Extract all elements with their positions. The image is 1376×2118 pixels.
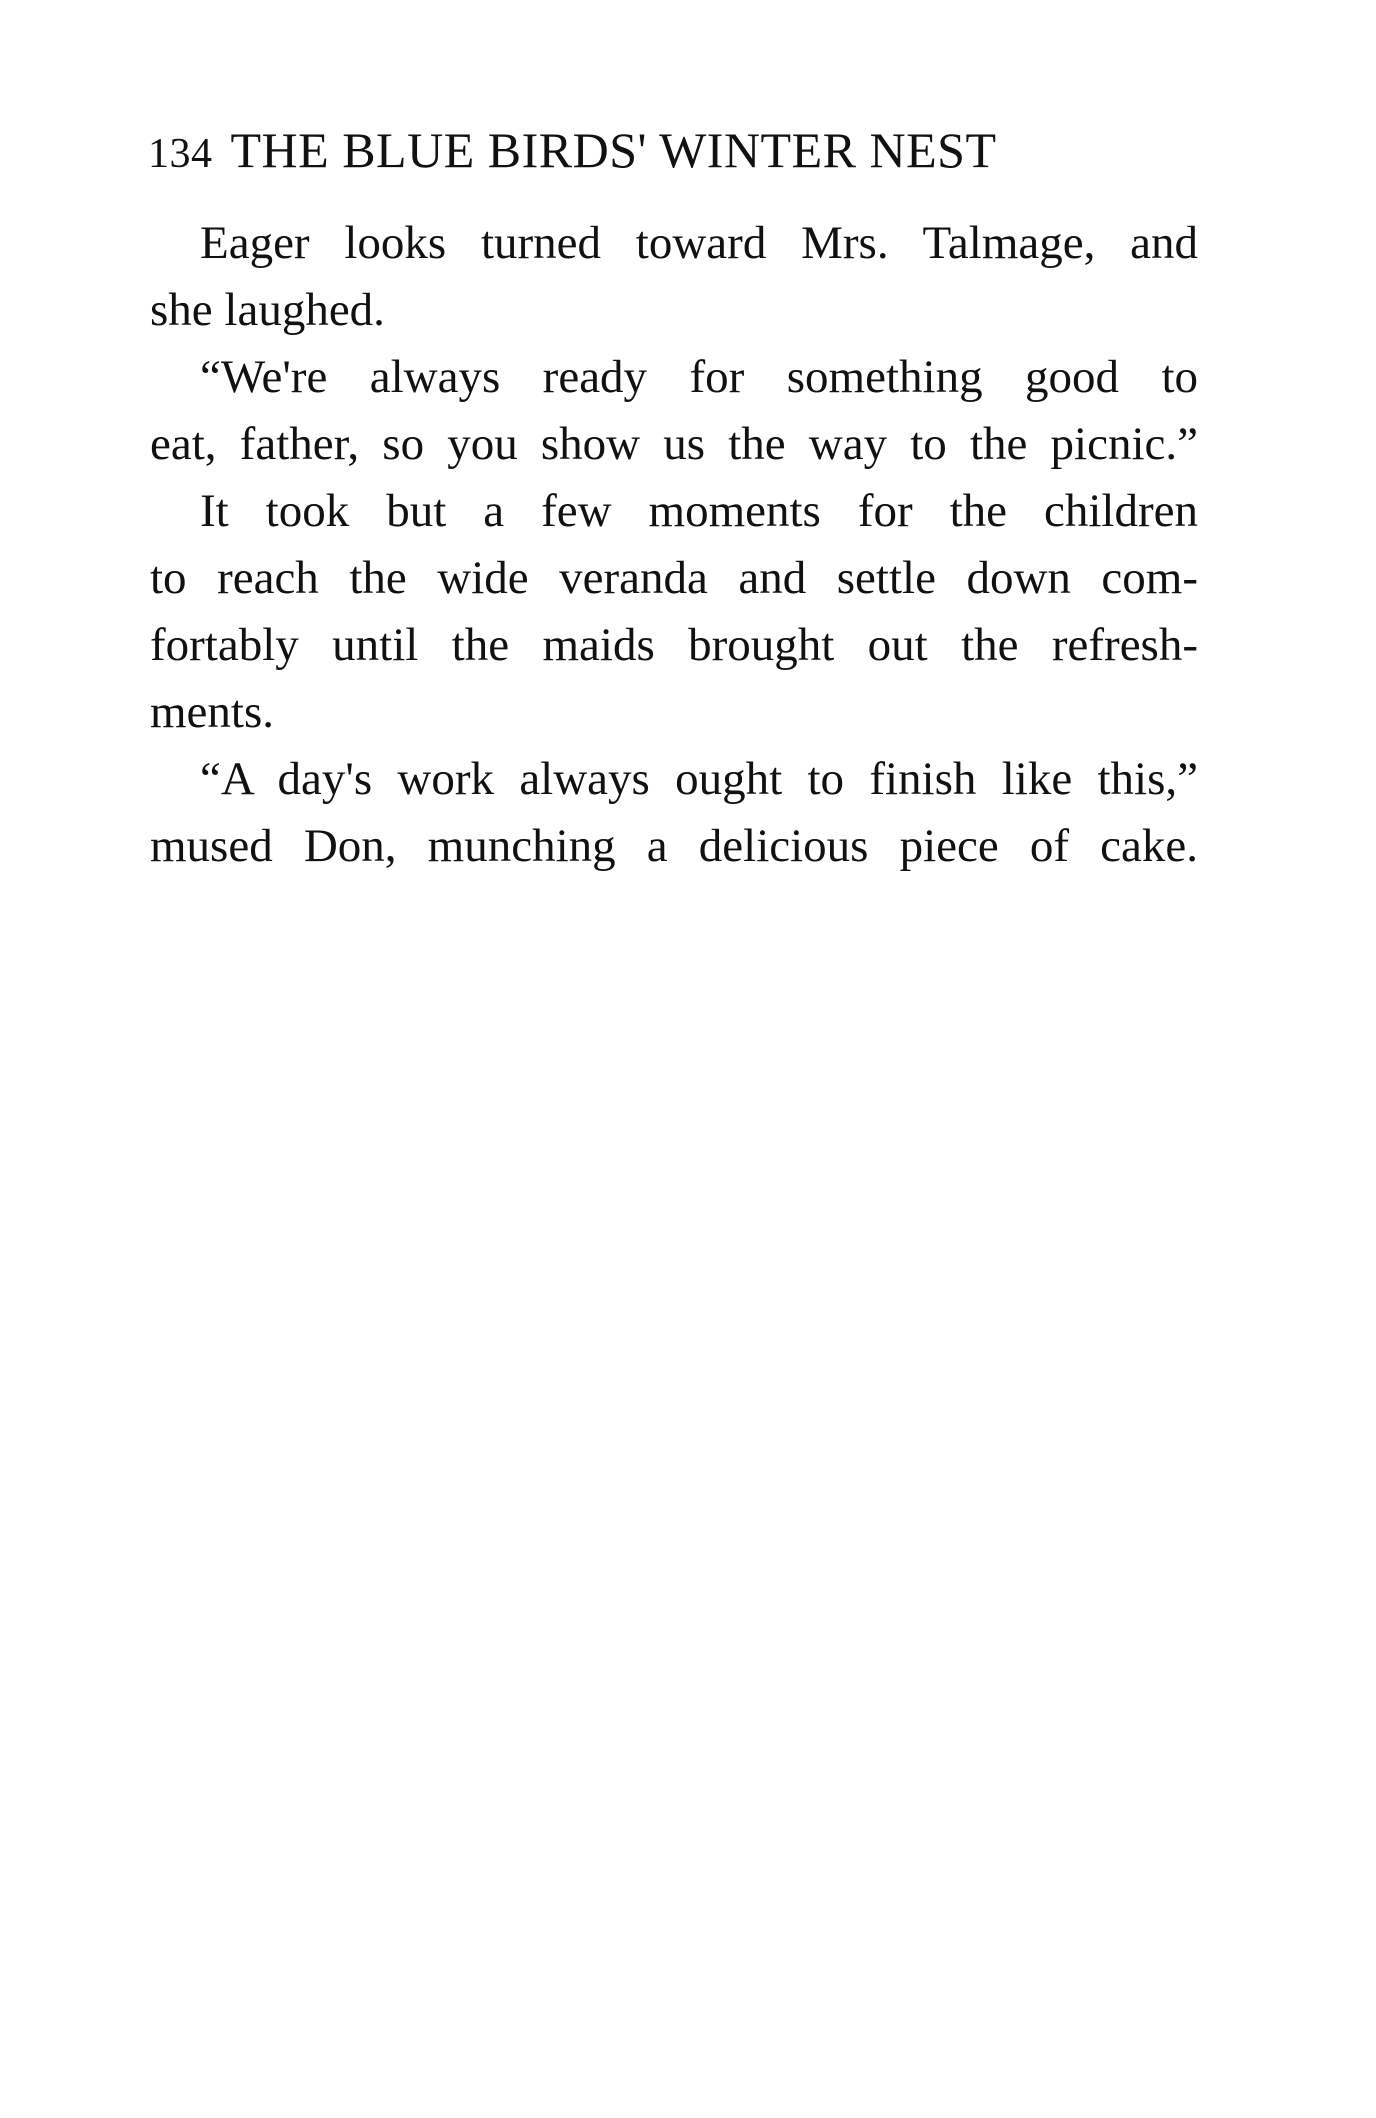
- text-line: It took but a few moments for the children: [200, 485, 1198, 537]
- text-line: she laughed.: [150, 284, 385, 336]
- text-line: fortably until the maids brought out the refresh-: [150, 619, 1198, 671]
- text-line: mused Don, munching a delicious piece of cake.: [150, 820, 1198, 872]
- running-title: THE BLUE BIRDS' WINTER NEST: [230, 122, 997, 178]
- text-line: “A day's work always ought to finish like this,”: [200, 753, 1198, 805]
- text-line: to reach the wide veranda and settle down com-: [150, 552, 1198, 604]
- text-line: “We're always ready for something good to: [200, 351, 1198, 403]
- running-head: [148, 120, 1208, 184]
- body-text: [150, 210, 1198, 880]
- text-line: ments.: [150, 686, 275, 738]
- page-number: 134: [148, 131, 213, 177]
- text-line: Eager looks turned toward Mrs. Talmage, and: [200, 217, 1198, 269]
- text-line: eat, father, so you show us the way to the picnic.”: [150, 418, 1198, 470]
